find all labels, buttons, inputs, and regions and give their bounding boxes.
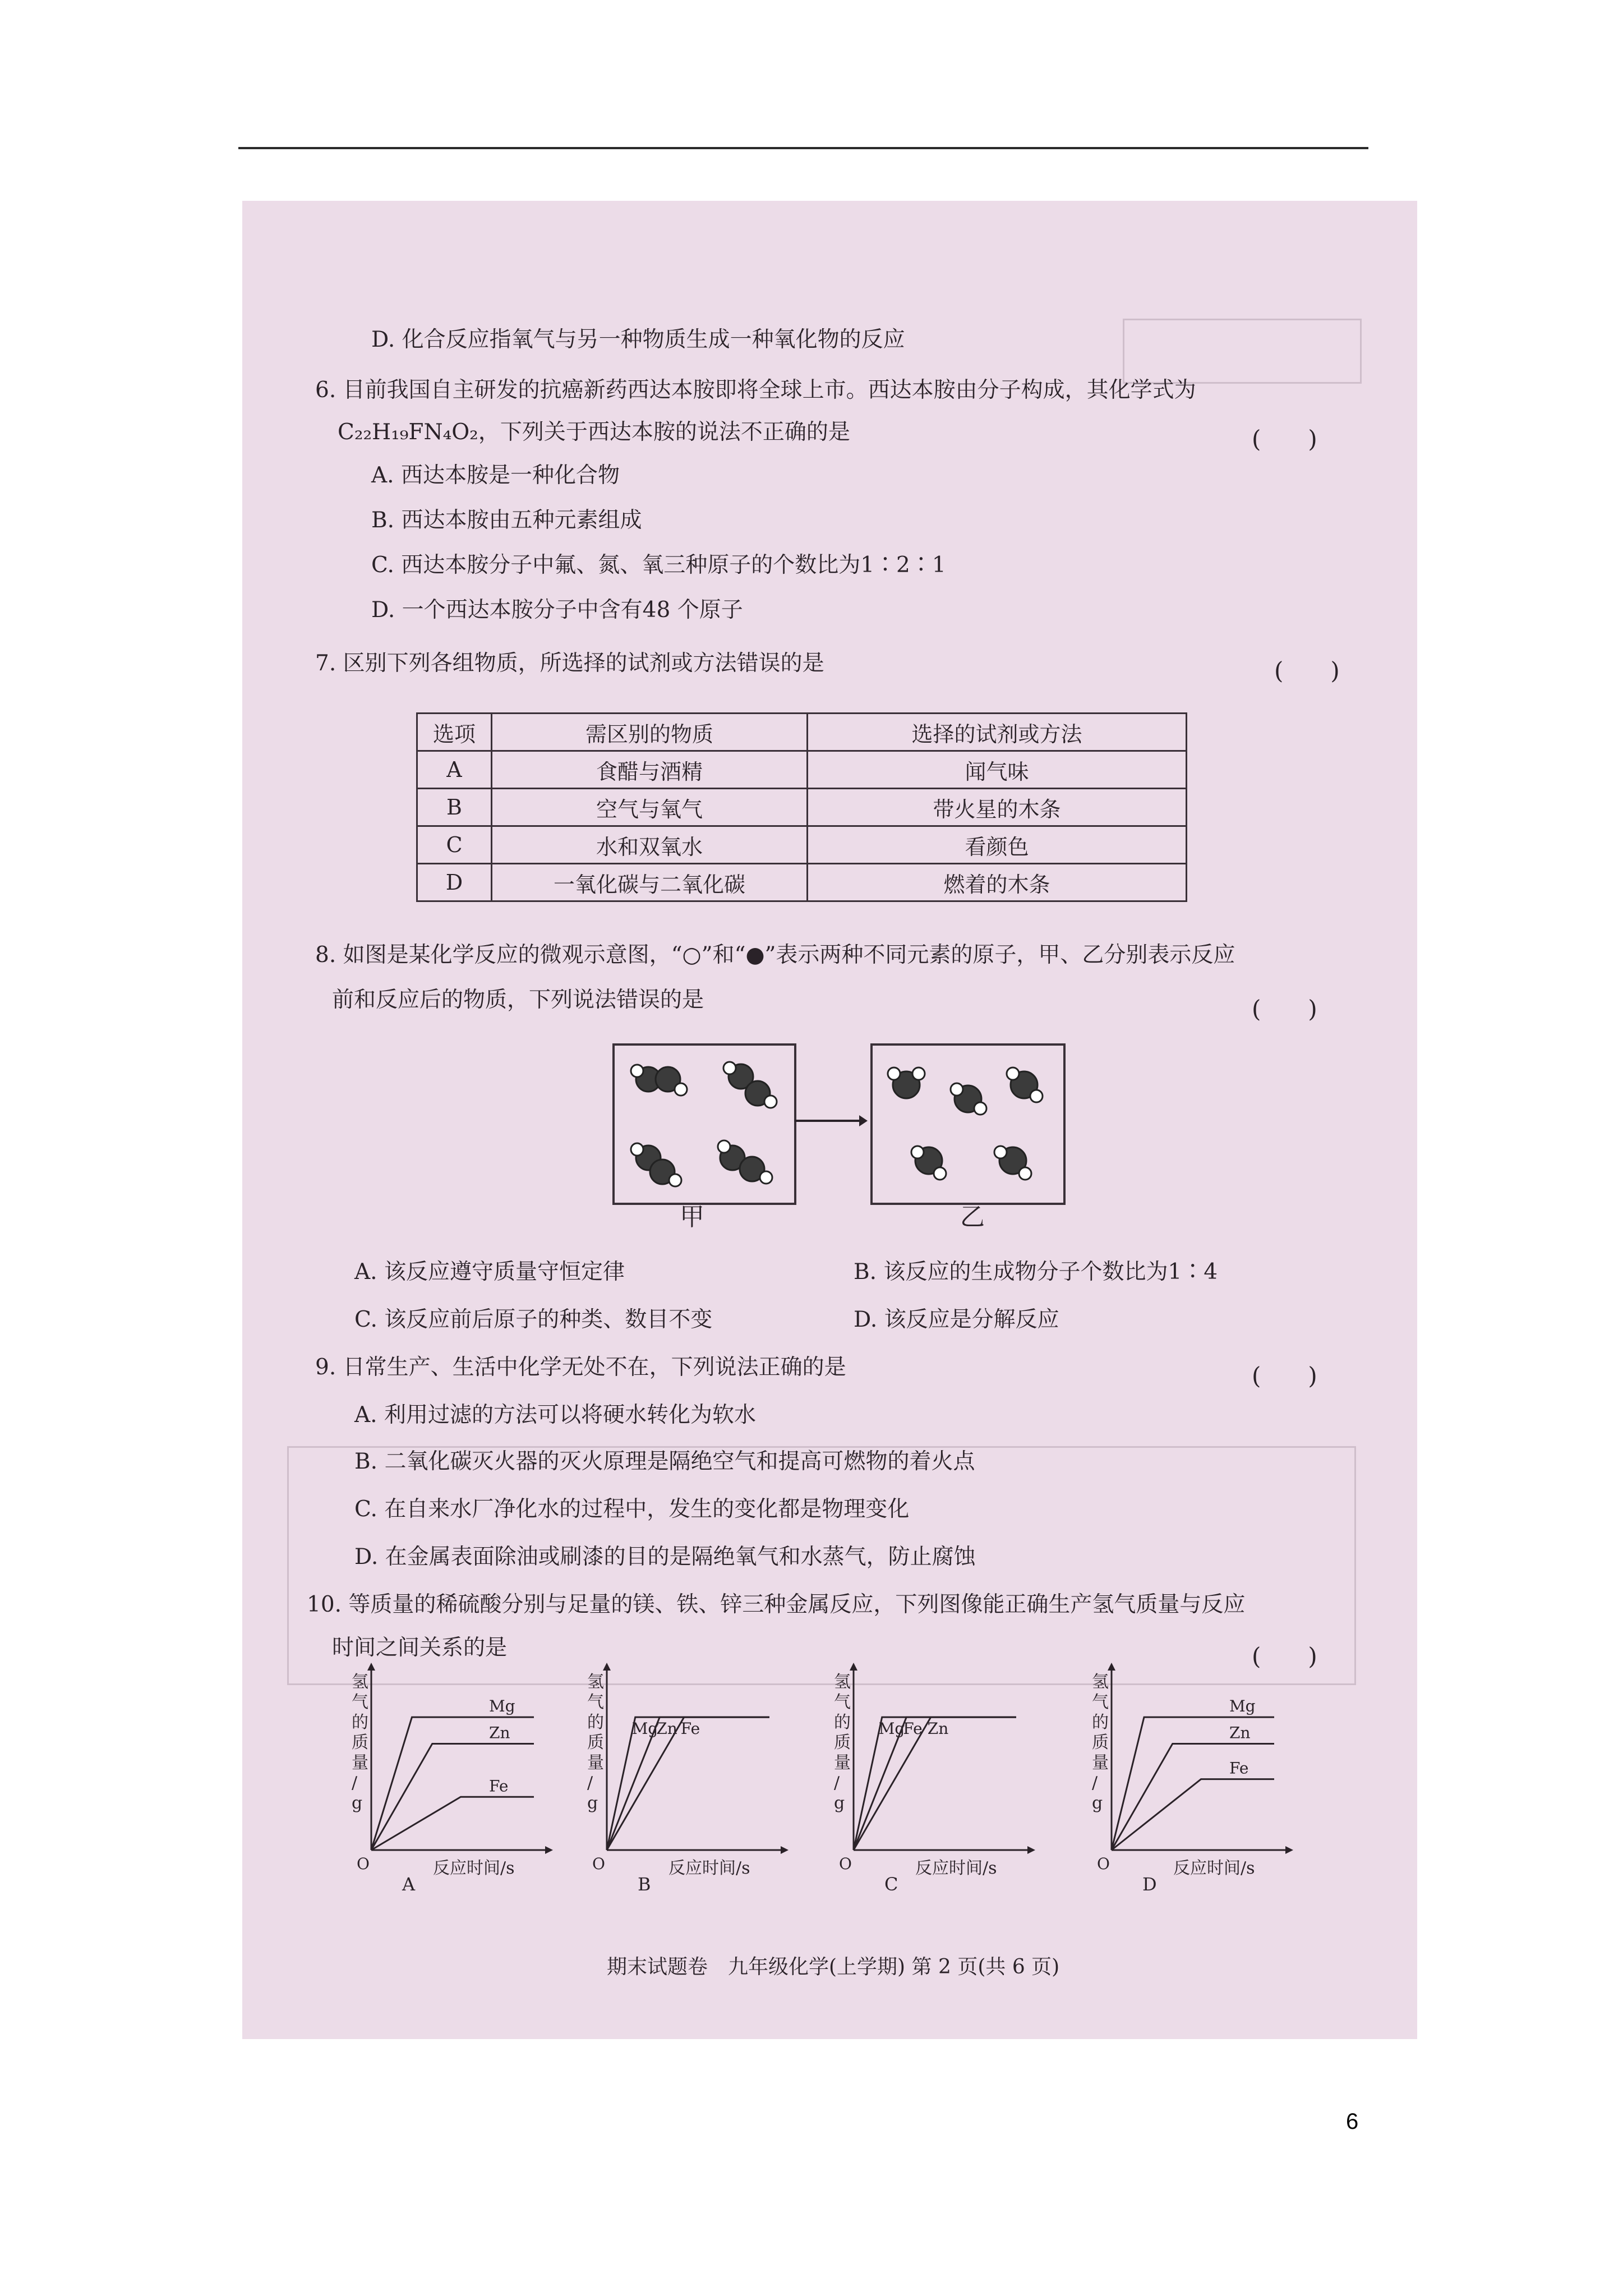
table-row [417, 751, 1187, 789]
table-header-row [417, 714, 1187, 751]
y-axis-label: 氢气的质量/ g [587, 1672, 604, 1813]
graph-letter: A [402, 1874, 416, 1895]
y-axis-label: 氢气的质量/ g [834, 1672, 851, 1813]
series-line-fe [371, 1797, 534, 1850]
reaction-after-box [870, 1043, 1066, 1205]
hydrogen-graph-b [556, 1659, 792, 1895]
hydrogen-graph-a [321, 1659, 556, 1895]
table-cell: D [417, 864, 492, 901]
x-axis-label: 反应时间/s [1173, 1858, 1255, 1878]
x-axis-label: 反应时间/s [668, 1858, 750, 1878]
table-cell: 一氧化碳与二氧化碳 [492, 864, 808, 901]
x-axis-label: 反应时间/s [915, 1858, 997, 1878]
series-label-mg: Mg [489, 1697, 515, 1716]
series-label-zn: Zn [489, 1723, 510, 1742]
exam-footer: 期末试题卷 九年级化学(上学期) 第 2 页(共 6 页) [607, 1955, 1060, 1978]
q8-stem-line2: 前和反应后的物质，下列说法错误的是 [332, 987, 704, 1013]
table-cell: C [417, 826, 492, 864]
q7-answer-paren: ( ) [1274, 657, 1340, 684]
bleed-through-box [1123, 319, 1362, 384]
q8-answer-paren: ( ) [1252, 995, 1317, 1023]
q10-stem-line1: 10. 等质量的稀硫酸分别与足量的镁、铁、锌三种金属反应，下列图像能正确生产氢气质量与反应 [307, 1592, 1246, 1617]
table-row [417, 826, 1187, 864]
q6-option-c: C. 西达本胺分子中氟、氮、氧三种原子的个数比为1∶2∶1 [371, 553, 946, 578]
table-cell: 水和双氧水 [492, 826, 808, 864]
q8-option-d: D. 该反应是分解反应 [854, 1307, 1059, 1332]
hydrogen-graph-c [803, 1659, 1039, 1895]
table-cell: 看颜色 [808, 826, 1187, 864]
graph-letter: D [1142, 1874, 1157, 1895]
molecules-after [873, 1046, 1063, 1203]
q7-stem: 7. 区别下列各组物质，所选择的试剂或方法错误的是 [315, 651, 824, 676]
q5-option-d: D. 化合反应指氧气与另一种物质生成一种氧化物的反应 [371, 327, 905, 352]
q8-option-a: A. 该反应遵守质量守恒定律 [354, 1259, 625, 1285]
q9-answer-paren: ( ) [1252, 1362, 1317, 1389]
graph-letter: B [638, 1874, 651, 1895]
series-label-fe: Fe [1229, 1759, 1249, 1778]
table-header: 选项 [417, 714, 492, 751]
table-cell: 空气与氧气 [492, 789, 808, 826]
table-header: 选择的试剂或方法 [808, 714, 1187, 751]
label-before: 甲 [680, 1203, 704, 1231]
q9-option-c: C. 在自来水厂净化水的过程中，发生的变化都是物理变化 [354, 1497, 910, 1522]
table-cell: 燃着的木条 [808, 864, 1187, 901]
origin-label: O [1097, 1855, 1110, 1873]
table-row [417, 864, 1187, 901]
graph-letter: C [884, 1874, 898, 1895]
series-label-fe: Fe [680, 1719, 700, 1738]
table-cell: 食醋与酒精 [492, 751, 808, 789]
series-label-mg: Mg [1229, 1697, 1256, 1716]
x-axis-label: 反应时间/s [433, 1858, 515, 1878]
series-label-zn: Zn [1229, 1723, 1251, 1742]
table-cell: 闻气味 [808, 751, 1187, 789]
q9-option-a: A. 利用过滤的方法可以将硬水转化为软水 [354, 1402, 756, 1428]
molecules-before [615, 1046, 794, 1203]
q6-stem-line2: C₂₂H₁₉FN₄O₂，下列关于西达本胺的说法不正确的是 [338, 420, 850, 445]
series-line-zn [1112, 1744, 1274, 1850]
y-axis-label: 氢气的质量/ g [352, 1672, 368, 1813]
reaction-before-box [612, 1043, 796, 1205]
q10-stem-line2: 时间之间关系的是 [332, 1635, 508, 1660]
q8-stem-line1: 8. 如图是某化学反应的微观示意图，“○”和“●”表示两种不同元素的原子，甲、乙分别表示反应 [315, 942, 1235, 968]
origin-label: O [357, 1855, 370, 1873]
table-header: 需区别的物质 [492, 714, 808, 751]
origin-label: O [592, 1855, 605, 1873]
series-label-fe: Fe [489, 1777, 509, 1796]
table-cell: A [417, 751, 492, 789]
q7-options-table [416, 712, 1187, 902]
series-label-zn: Zn [927, 1719, 949, 1738]
series-label-mg: Mg [878, 1719, 905, 1738]
series-label-zn: Zn [656, 1719, 677, 1738]
q10-answer-paren: ( ) [1252, 1642, 1317, 1670]
q9-stem: 9. 日常生产、生活中化学无处不在，下列说法正确的是 [315, 1355, 846, 1380]
q6-option-b: B. 西达本胺由五种元素组成 [371, 508, 642, 533]
table-row [417, 789, 1187, 826]
series-label-mg: Mg [631, 1719, 658, 1738]
q9-option-d: D. 在金属表面除油或刷漆的目的是隔绝氧气和水蒸气，防止腐蚀 [354, 1544, 976, 1570]
scanned-exam-page [242, 201, 1417, 2039]
q8-option-c: C. 该反应前后原子的种类、数目不变 [354, 1307, 713, 1332]
reaction-arrow [795, 1112, 868, 1129]
table-cell: B [417, 789, 492, 826]
table-cell: 带火星的木条 [808, 789, 1187, 826]
hydrogen-graph-d [1061, 1659, 1297, 1895]
q8-option-b: B. 该反应的生成物分子个数比为1∶4 [854, 1259, 1218, 1285]
q6-answer-paren: ( ) [1252, 425, 1317, 453]
label-after: 乙 [960, 1203, 985, 1231]
q6-stem-line1: 6. 目前我国自主研发的抗癌新药西达本胺即将全球上市。西达本胺由分子构成，其化学式为 [315, 378, 1196, 403]
header-rule [238, 147, 1368, 149]
q6-option-a: A. 西达本胺是一种化合物 [371, 463, 620, 488]
page-number: 6 [1346, 2109, 1359, 2134]
q9-option-b: B. 二氧化碳灭火器的灭火原理是隔绝空气和提高可燃物的着火点 [354, 1449, 975, 1474]
q6-option-d: D. 一个西达本胺分子中含有48 个原子 [371, 597, 743, 623]
y-axis-label: 氢气的质量/ g [1092, 1672, 1109, 1813]
series-label-fe: Fe [903, 1719, 923, 1738]
series-line-fe [1112, 1779, 1274, 1850]
origin-label: O [839, 1855, 852, 1873]
